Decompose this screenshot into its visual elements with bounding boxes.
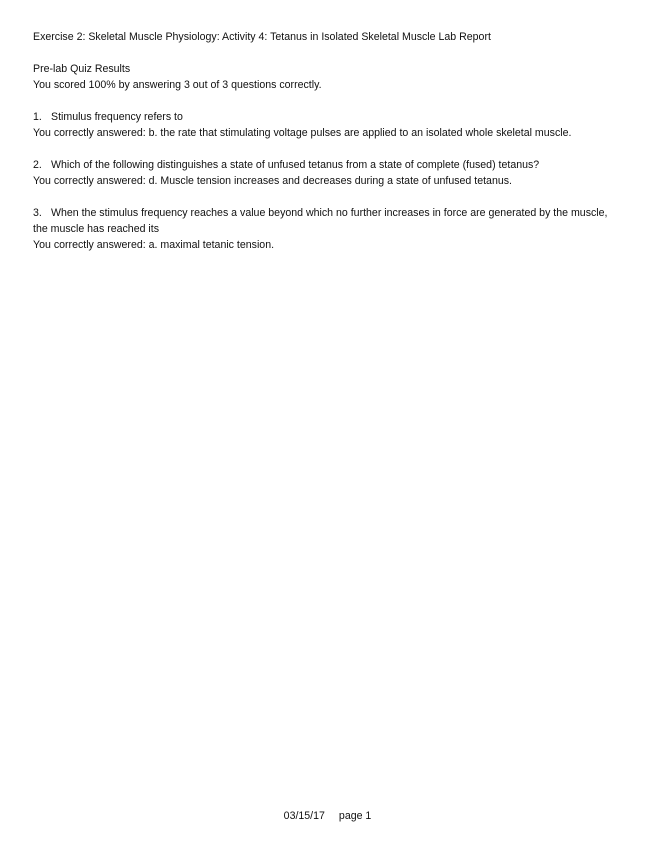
quiz-summary	[33, 61, 623, 93]
results-heading: Pre-lab Quiz Results	[33, 63, 131, 75]
page-footer	[0, 808, 655, 824]
question-text	[33, 157, 623, 173]
question-prompt: Which of the following distinguishes a state of unfused tetanus from a state of complete (fused) tetanus?	[51, 159, 540, 171]
question-number: 3.	[33, 207, 42, 219]
footer-page-number: page 1	[338, 810, 372, 822]
page-title: Exercise 2: Skeletal Muscle Physiology: Activity 4: Tetanus in Isolated Skeletal Muscle Lab Report	[33, 31, 491, 43]
answer-text: You correctly answered: d. Muscle tension increases and decreases during a state of unfused tetanus.	[33, 175, 512, 187]
question-number: 2.	[33, 159, 42, 171]
score-text: You scored 100% by answering 3 out of 3 questions correctly.	[33, 79, 322, 91]
footer-date: 03/15/17	[283, 810, 325, 822]
question-item-1	[33, 109, 623, 141]
report-content	[33, 29, 623, 253]
answer-text: You correctly answered: b. the rate that stimulating voltage pulses are applied to an isolated whole skeletal muscle.	[33, 127, 572, 139]
question-number: 1.	[33, 111, 42, 123]
question-item-3	[33, 205, 623, 253]
question-item-2	[33, 157, 623, 189]
question-prompt: Stimulus frequency refers to	[51, 111, 183, 123]
question-prompt: When the stimulus frequency reaches a value beyond which no further increases in force are generated by the muscle, the muscle has reached its	[33, 207, 608, 235]
question-text	[33, 205, 623, 237]
question-text	[33, 109, 623, 125]
answer-text: You correctly answered: a. maximal tetanic tension.	[33, 239, 275, 251]
